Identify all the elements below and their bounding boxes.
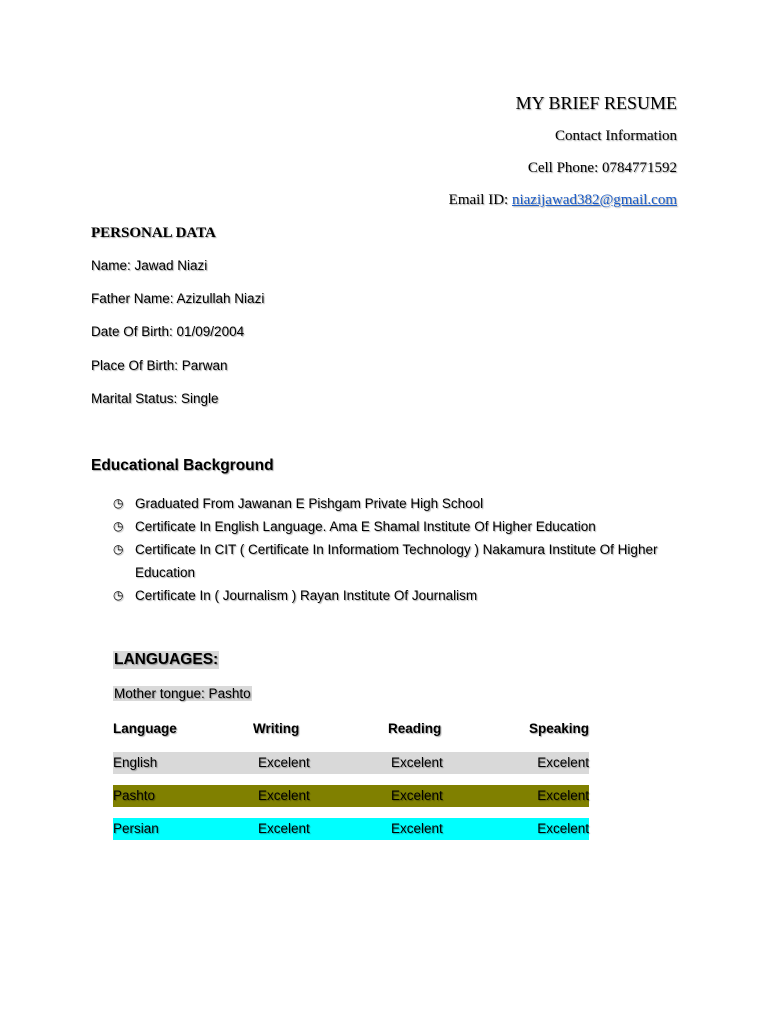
languages-table	[113, 718, 589, 840]
column-header-language: Language	[113, 721, 177, 736]
education-heading: Educational Background	[91, 457, 274, 474]
table-row: Pashto Excelent Excelent Excelent	[113, 785, 589, 807]
list-item: ◷ Certificate In English Language. Ama E Shamal Institute Of Higher Education	[113, 515, 693, 538]
table-row: Persian Excelent Excelent Excelent	[113, 818, 589, 840]
column-header-speaking: Speaking	[528, 721, 589, 736]
cell-phone: Cell Phone: 0784771592	[527, 160, 677, 176]
email-label: Email ID:	[448, 192, 512, 208]
clock-icon: ◷	[113, 588, 124, 602]
clock-icon: ◷	[113, 519, 124, 533]
languages-heading: LANGUAGES:	[114, 651, 219, 668]
email-link[interactable]: niazijawad382@gmail.com	[511, 192, 677, 208]
resume-title: MY BRIEF RESUME	[515, 93, 677, 113]
clock-icon: ◷	[113, 542, 124, 556]
clock-icon: ◷	[113, 496, 124, 510]
email-line	[449, 192, 677, 209]
father-name-line: Father Name: Azizullah Niazi	[91, 291, 265, 306]
list-item: ◷ Graduated From Jawanan E Pishgam Private High School	[113, 492, 693, 515]
date-of-birth-line: Date Of Birth: 01/09/2004	[91, 324, 245, 339]
marital-status-line: Marital Status: Single	[91, 391, 219, 406]
list-item: ◷ Certificate In CIT ( Certificate In Informatiom Technology ) Nakamura Institute Of Higher Education	[113, 538, 693, 584]
table-header-row	[113, 718, 589, 740]
education-list	[113, 492, 693, 607]
name-line: Name: Jawad Niazi	[91, 258, 208, 273]
list-item: ◷ Certificate In ( Journalism ) Rayan Institute Of Journalism	[113, 584, 693, 607]
table-row: English Excelent Excelent Excelent	[113, 752, 589, 774]
column-header-writing: Writing	[253, 721, 300, 736]
column-header-reading: Reading	[388, 721, 442, 736]
mother-tongue: Mother tongue: Pashto	[114, 686, 251, 701]
personal-data-heading: PERSONAL DATA	[91, 225, 216, 241]
place-of-birth-line: Place Of Birth: Parwan	[91, 358, 228, 373]
contact-info-label: Contact Information	[554, 128, 677, 144]
